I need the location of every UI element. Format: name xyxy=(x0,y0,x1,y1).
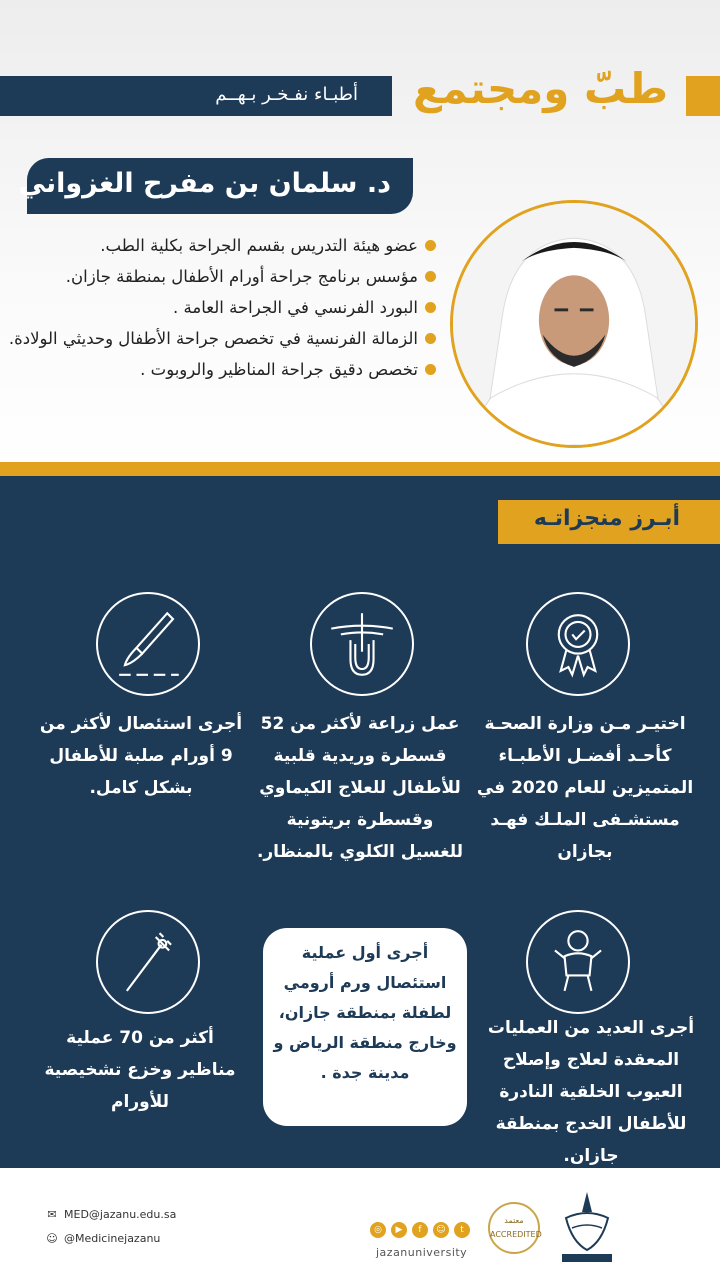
footer-handle[interactable]: jazanuniversity xyxy=(376,1246,468,1259)
biopsy-needle-icon xyxy=(96,910,200,1014)
footer-email[interactable]: ✉ MED@jazanu.edu.sa xyxy=(44,1208,176,1221)
doctor-portrait xyxy=(450,200,698,448)
achievement-text: اختيـر مـن وزارة الصحـة كأحـد أفضـل الأطبـاء المتميزين للعام 2020 في مستشـفى الملـك فهـد بجازان xyxy=(476,714,694,862)
achievement-card: أجرى أول عملية استئصال ورم أرومي لطفلة بمنطقة جازان، وخارج منطقة الرياض و مدينة جدة . xyxy=(263,928,467,1126)
header-subtitle: أطبـاء نفـخـر بـهــم xyxy=(215,84,358,105)
youtube-icon[interactable]: ▶ xyxy=(391,1222,407,1238)
social-icons xyxy=(370,1222,470,1238)
snapchat-icon[interactable]: ☺ xyxy=(433,1222,449,1238)
snapchat-ghost-icon: ☺ xyxy=(46,1232,58,1245)
subtitle-bar xyxy=(0,76,392,116)
bio-item: البورد الفرنسي في الجراحة العامة . xyxy=(8,292,438,323)
doctor-name: د. سلمان بن مفرح الغزواني xyxy=(18,168,391,199)
portrait-illustration xyxy=(453,203,695,445)
bio-item: مؤسس برنامج جراحة أورام الأطفال بمنطقة جازان. xyxy=(8,261,438,292)
twitter-icon[interactable]: t xyxy=(454,1222,470,1238)
scalpel-icon xyxy=(96,592,200,696)
achievement-text: عمل زراعة لأكثر من 52 قسطرة وريدية قلبية للأطفال للعلاج الكيماوي وقسطرة بريتونية للغسيل الكلوي بالمنظار. xyxy=(256,714,464,862)
achievements-heading-tag xyxy=(498,500,720,544)
achievement-text: أجرى استئصال لأكثر من 9 أورام صلبة للأطفال بشكل كامل. xyxy=(39,714,243,798)
achievement-text: أجرى العديد من العمليات المعقدة لعلاج وإصلاح العيوب الخلقية النادرة للأطفال الخدج بمنطقة جازان. xyxy=(487,1018,695,1166)
accreditation-seal xyxy=(488,1202,540,1254)
doctor-name-banner xyxy=(18,158,413,214)
instagram-icon[interactable]: ◎ xyxy=(370,1222,386,1238)
bio-list xyxy=(8,230,438,385)
achievement-text: أكثر من 70 عملية مناظير وخزع تشخيصية للأورام xyxy=(44,1028,236,1112)
award-ribbon-icon xyxy=(526,592,630,696)
header-accent xyxy=(686,76,720,116)
bio-item: تخصص دقيق جراحة المناظير والروبوت . xyxy=(8,354,438,385)
achievements-heading: أبـرز منجزاتـه xyxy=(533,506,680,531)
bio-item: عضو هيئة التدريس بقسم الجراحة بكلية الطب. xyxy=(8,230,438,261)
facebook-icon[interactable]: f xyxy=(412,1222,428,1238)
bio-item: الزمالة الفرنسية في تخصص جراحة الأطفال وحديثي الولادة. xyxy=(8,323,438,354)
baby-icon xyxy=(526,910,630,1014)
seal-text-en: ACCREDITED xyxy=(490,1230,542,1239)
university-logo xyxy=(552,1188,622,1266)
section-divider xyxy=(0,462,720,476)
footer-snapchat[interactable]: ☺ @Medicinejazanu xyxy=(44,1232,160,1245)
header-title: طبّ ومجتمع xyxy=(412,64,668,113)
mail-icon: ✉ xyxy=(47,1208,57,1221)
hair-follicle-icon xyxy=(310,592,414,696)
seal-text-ar: معتمد xyxy=(504,1216,524,1225)
